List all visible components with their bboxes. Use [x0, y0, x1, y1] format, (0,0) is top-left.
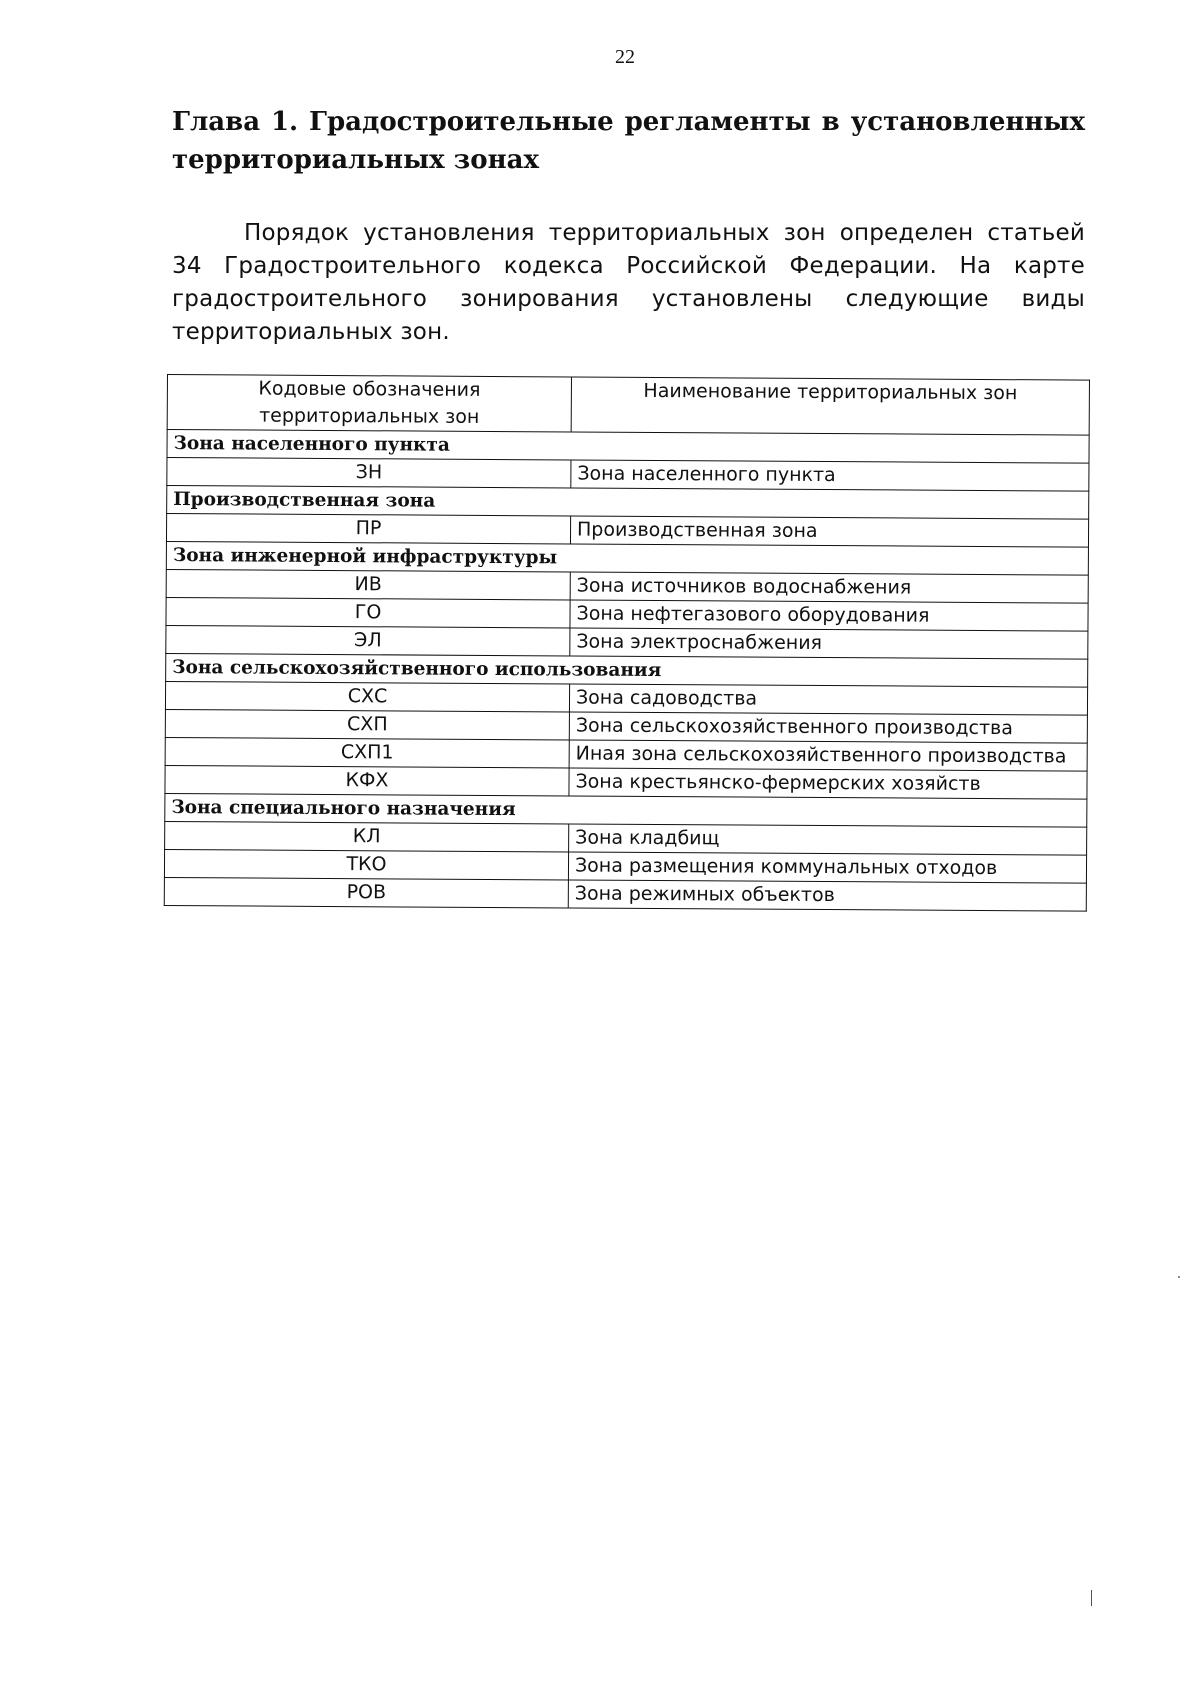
zone-code: СХП	[165, 709, 569, 739]
zone-code: СХП1	[165, 737, 569, 767]
zone-code: ЗН	[167, 458, 571, 488]
zone-code: КЛ	[165, 821, 569, 851]
group-title: Зона специального назначения	[165, 793, 1087, 827]
group-title: Зона населенного пункта	[167, 430, 1089, 464]
zone-name: Зона режимных объектов	[568, 880, 1086, 911]
zone-code: ТКО	[164, 849, 568, 879]
group-title: Зона сельскохозяйственного использования	[166, 653, 1088, 687]
page-number: 22	[615, 46, 635, 68]
zone-name: Зона сельскохозяйственного производства	[569, 712, 1087, 743]
zone-name: Зона размещения коммунальных отходов	[568, 852, 1086, 883]
scan-mark	[1178, 1276, 1180, 1278]
zones-table-body	[164, 430, 1089, 912]
zone-name: Зона садоводства	[569, 684, 1087, 715]
zone-name: Зона крестьянско-фермерских хозяйств	[569, 768, 1087, 799]
scan-edge-mark	[1091, 1590, 1092, 1606]
intro-paragraph: Порядок установления территориальных зон определен статьей 34 Градостроительного кодекса Российской Федерации. На карте градостроительного зонирования установлены следующие виды территориальных зон.	[172, 220, 1085, 345]
zone-code: ПР	[166, 514, 570, 544]
group-title: Зона инженерной инфраструктуры	[166, 541, 1088, 575]
zones-table	[164, 374, 1090, 912]
zone-name: Зона источников водоснабжения	[570, 572, 1088, 603]
group-title: Производственная зона	[167, 486, 1089, 520]
header-code: Кодовые обозначения территориальных зон	[167, 375, 571, 432]
table-row	[164, 877, 1086, 911]
zone-name: Производственная зона	[570, 516, 1088, 547]
chapter-title: Глава 1. Градостроительные регламенты в установленных территориальных зонах	[172, 107, 1085, 175]
zone-name: Иная зона сельскохозяйственного производства	[569, 740, 1087, 771]
zone-name: Зона кладбищ	[569, 824, 1087, 855]
header-name: Наименование территориальных зон	[571, 377, 1089, 435]
zone-code: ГО	[166, 597, 570, 627]
zone-name: Зона нефтегазового оборудования	[570, 600, 1088, 631]
zone-code: ИВ	[166, 569, 570, 599]
table-header-row	[167, 375, 1089, 436]
zone-code: СХС	[165, 681, 569, 711]
zone-name: Зона населенного пункта	[571, 460, 1089, 491]
zone-code: РОВ	[164, 877, 568, 907]
zone-code: ЭЛ	[166, 625, 570, 655]
zone-code: КФХ	[165, 765, 569, 795]
zone-name: Зона электроснабжения	[570, 628, 1088, 659]
